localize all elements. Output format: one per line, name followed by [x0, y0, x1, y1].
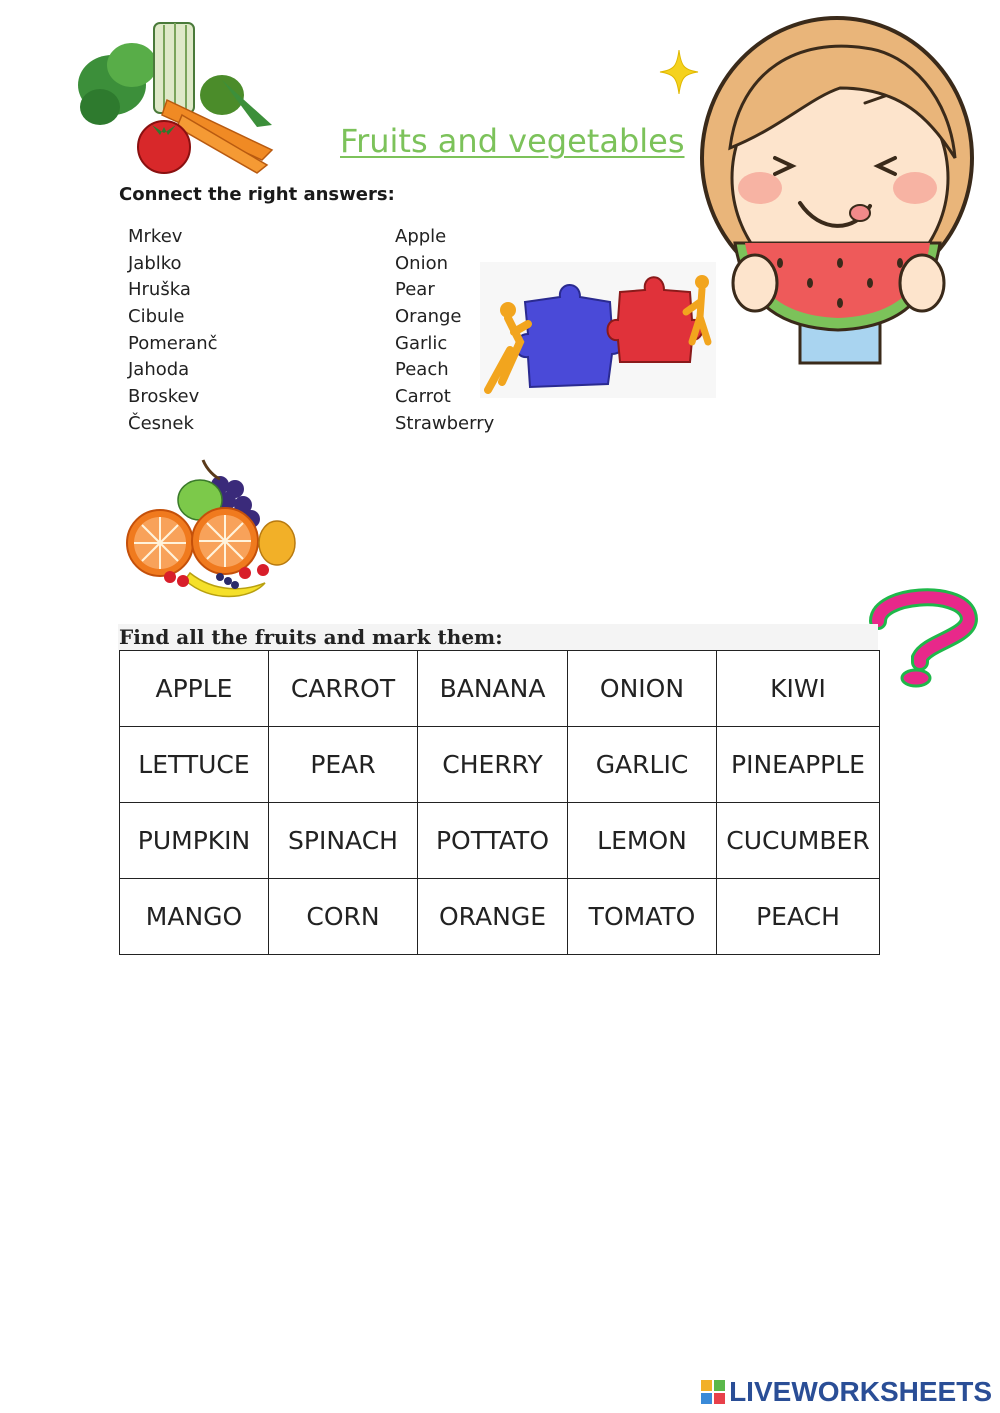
- list-item[interactable]: Jahoda: [128, 359, 190, 381]
- table-row: [120, 803, 880, 879]
- list-item[interactable]: Česnek: [128, 412, 194, 434]
- list-item[interactable]: Hruška: [128, 279, 191, 301]
- list-item[interactable]: Pomeranč: [128, 332, 218, 354]
- list-item[interactable]: Broskev: [128, 386, 200, 408]
- grid-cell[interactable]: PUMPKIN: [120, 803, 269, 879]
- grid-cell[interactable]: POTTATO: [418, 803, 568, 879]
- page-title: Fruits and vegetables: [340, 122, 685, 160]
- grid-cell[interactable]: CARROT: [269, 651, 418, 727]
- list-item[interactable]: Jablko: [128, 252, 182, 274]
- grid-cell[interactable]: TOMATO: [568, 879, 717, 955]
- vegetables-image: [72, 15, 277, 175]
- word-grid: [119, 650, 880, 955]
- grid-cell[interactable]: MANGO: [120, 879, 269, 955]
- puzzle-pieces-image: [480, 262, 716, 398]
- grid-cell[interactable]: LEMON: [568, 803, 717, 879]
- connect-instruction: Connect the right answers:: [119, 184, 395, 205]
- grid-cell[interactable]: SPINACH: [269, 803, 418, 879]
- list-item[interactable]: Garlic: [395, 332, 448, 354]
- list-item[interactable]: Mrkev: [128, 226, 183, 247]
- table-row: [120, 727, 880, 803]
- grid-cell[interactable]: BANANA: [418, 651, 568, 727]
- fruits-image: [125, 455, 297, 603]
- grid-cell[interactable]: CUCUMBER: [717, 803, 880, 879]
- list-item[interactable]: Onion: [395, 252, 448, 274]
- czech-word-list: [128, 224, 218, 438]
- grid-cell[interactable]: CHERRY: [418, 727, 568, 803]
- grid-cell[interactable]: PEAR: [269, 727, 418, 803]
- liveworksheets-logo-icon: [701, 1380, 725, 1404]
- liveworksheets-brand: [701, 1376, 992, 1408]
- list-item[interactable]: Strawberry: [395, 412, 495, 434]
- table-row: [120, 879, 880, 955]
- list-item[interactable]: Orange: [395, 306, 462, 328]
- list-item[interactable]: Cibule: [128, 306, 185, 328]
- grid-cell[interactable]: KIWI: [717, 651, 880, 727]
- brand-name: LIVEWORKSHEETS: [729, 1376, 992, 1407]
- grid-cell[interactable]: ONION: [568, 651, 717, 727]
- grid-cell[interactable]: GARLIC: [568, 727, 717, 803]
- grid-cell[interactable]: ORANGE: [418, 879, 568, 955]
- sparkle-icon: [658, 48, 700, 96]
- list-item[interactable]: Carrot: [395, 386, 451, 408]
- list-item[interactable]: Peach: [395, 359, 449, 381]
- grid-cell[interactable]: PINEAPPLE: [717, 727, 880, 803]
- grid-cell[interactable]: CORN: [269, 879, 418, 955]
- grid-cell[interactable]: LETTUCE: [120, 727, 269, 803]
- grid-cell[interactable]: PEACH: [717, 879, 880, 955]
- list-item[interactable]: Apple: [395, 226, 447, 247]
- list-item[interactable]: Pear: [395, 279, 435, 301]
- grid-cell[interactable]: APPLE: [120, 651, 269, 727]
- find-instruction: Find all the fruits and mark them:: [119, 625, 503, 649]
- girl-watermelon-image: [700, 8, 975, 368]
- table-row: [120, 651, 880, 727]
